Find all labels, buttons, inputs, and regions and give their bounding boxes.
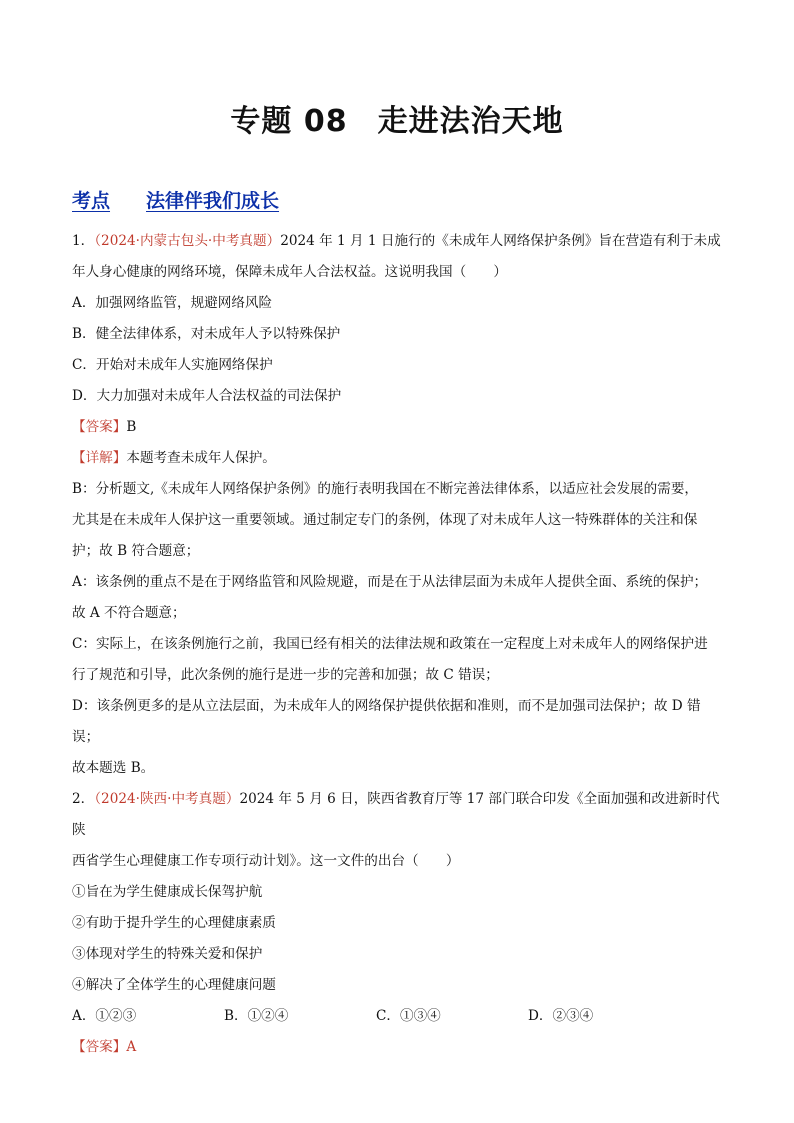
q1-option-b: B．健全法律体系，对未成年人予以特殊保护 <box>72 326 341 342</box>
q1-stem-line2: 年人身心健康的网络环境，保障未成年人合法权益。这说明我国（ ） <box>72 264 507 280</box>
q2-statement-3: ③体现对学生的特殊关爱和保护 <box>72 946 263 962</box>
section-label: 考点 <box>72 190 111 212</box>
section-heading <box>72 186 279 213</box>
q1-explain-line: C：实际上，在该条例施行之前，我国已经有相关的法律法规和政策在一定程度上对未成年人的网络保护进 <box>72 636 708 652</box>
q1-stem-line1: 1．（2024·内蒙古包头·中考真题）2024 年 1 月 1 日施行的《未成年人网络保护条例》旨在营造有利于未成 <box>72 233 721 249</box>
q2-statement-1: ①旨在为学生健康成长保驾护航 <box>72 884 263 900</box>
question-content <box>72 226 732 1063</box>
q1-explain-line: 误； <box>72 729 100 745</box>
q1-option-c: C．开始对未成年人实施网络保护 <box>72 357 273 373</box>
title-topic-number: 专题 08 <box>230 104 348 139</box>
title-topic-name: 走进法治天地 <box>377 104 564 139</box>
q1-explain-line: 护；故 B 符合题意； <box>72 543 200 559</box>
q1-explain-line: 故 A 不符合题意； <box>72 605 186 621</box>
q1-conclusion: 故本题选 B。 <box>72 760 155 776</box>
q2-answer: 【答案】A <box>72 1039 137 1055</box>
q2-option-a: A．①②③ <box>72 1008 137 1024</box>
q2-source-tag: （2024·陕西·中考真题） <box>94 791 240 807</box>
q1-option-a: A．加强网络监管，规避网络风险 <box>72 295 273 311</box>
q1-answer: 【答案】B <box>72 419 137 435</box>
q1-detail: 【详解】本题考查未成年人保护。 <box>72 450 276 466</box>
q2-options <box>72 1001 732 1032</box>
q2-stem-line2: 西省学生心理健康工作专项行动计划》。这一文件的出台（ ） <box>72 853 460 869</box>
q2-option-b: B．①②④ <box>224 1008 289 1024</box>
q2-stem-line1: 2．（2024·陕西·中考真题）2024 年 5 月 6 日，陕西省教育厅等 17 部门联合印发《全面加强和改进新时代陕 <box>72 791 720 838</box>
q2-option-d: D．②③④ <box>528 1008 594 1024</box>
page-title <box>0 96 794 140</box>
q2-option-c: C．①③④ <box>376 1008 441 1024</box>
q1-source-tag: （2024·内蒙古包头·中考真题） <box>94 233 281 249</box>
q1-explain-line: B：分析题文,《未成年人网络保护条例》的施行表明我国在不断完善法律体系，以适应社会发展的需要， <box>72 481 699 497</box>
q1-explain-line: D：该条例更多的是从立法层面，为未成年人的网络保护提供依据和准则，而不是加强司法保护；故 D 错 <box>72 698 701 714</box>
q1-explain-line: 尤其是在未成年人保护这一重要领域。通过制定专门的条例，体现了对未成年人这一特殊群体的关注和保 <box>72 512 698 528</box>
q2-statement-2: ②有助于提升学生的心理健康素质 <box>72 915 276 931</box>
q2-statement-4: ④解决了全体学生的心理健康问题 <box>72 977 276 993</box>
q1-explain-line: A：该条例的重点不是在于网络监管和风险规避，而是在于从法律层面为未成年人提供全面、系统的保护； <box>72 574 708 590</box>
q1-option-d: D．大力加强对未成年人合法权益的司法保护 <box>72 388 342 404</box>
section-name: 法律伴我们成长 <box>146 190 280 212</box>
q1-explain-line: 行了规范和引导，此次条例的施行是进一步的完善和加强；故 C 错误； <box>72 667 499 683</box>
